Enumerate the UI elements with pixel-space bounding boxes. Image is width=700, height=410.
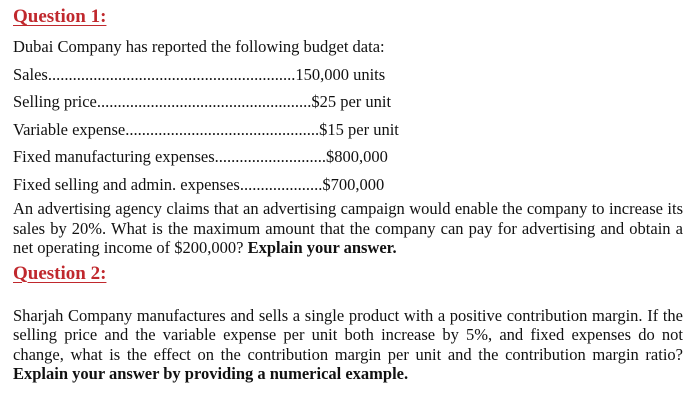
budget-item-selling-price bbox=[13, 88, 683, 116]
budget-item-label: Sales bbox=[13, 64, 48, 84]
budget-item-value: 150,000 units bbox=[295, 64, 386, 84]
budget-item-label: Variable expense bbox=[13, 119, 126, 139]
question-2-title: Question 2: bbox=[13, 262, 107, 284]
budget-item-label: Selling price bbox=[13, 92, 97, 111]
budget-item-value: $15 per unit bbox=[319, 119, 399, 139]
budget-item-value: $25 per unit bbox=[311, 92, 392, 111]
budget-item-fixed-manufacturing bbox=[13, 143, 683, 171]
budget-item-value: $800,000 bbox=[325, 147, 388, 166]
question-2-text: Sharjah Company manufactures and sells a single product with a positive contribution margin. If the selling price and the variable expense per unit both increase by 5%, and fixed expenses do not change, what is the effect on the contribution margin per unit and the contribution margin ratio? bbox=[13, 305, 683, 364]
question-1-title: Question 1: bbox=[13, 6, 107, 27]
budget-item-value: $700,000 bbox=[322, 174, 385, 194]
budget-item-label: Fixed manufacturing expenses bbox=[13, 147, 215, 166]
question-2-paragraph bbox=[13, 306, 683, 384]
question-1-text: An advertising agency claims that an advertising campaign would enable the company to increase its sales by 20%. What is the maximum amount that the company can pay for advertising and obtain a net operating income of $200,000? bbox=[13, 199, 683, 257]
budget-item-variable-expense bbox=[13, 116, 683, 144]
dot-leader: .................... bbox=[239, 174, 323, 194]
budget-item-label: Fixed selling and admin. expenses bbox=[13, 174, 240, 194]
budget-item-fixed-selling-admin bbox=[13, 171, 683, 199]
dot-leader: ............................................................ bbox=[47, 64, 296, 84]
dot-leader: .................................................... bbox=[96, 92, 312, 111]
document-page bbox=[13, 6, 683, 384]
question-2-emphasis: Explain your answer by providing a numerical example. bbox=[13, 364, 409, 383]
budget-data-list bbox=[13, 61, 683, 199]
question-1-intro: Dubai Company has reported the following budget data: bbox=[13, 37, 385, 56]
budget-item-sales bbox=[13, 61, 683, 89]
dot-leader: ........................... bbox=[214, 147, 326, 166]
question-1-paragraph bbox=[13, 199, 683, 258]
dot-leader: ............................................... bbox=[125, 119, 320, 139]
question-1-emphasis: Explain your answer. bbox=[247, 238, 397, 257]
